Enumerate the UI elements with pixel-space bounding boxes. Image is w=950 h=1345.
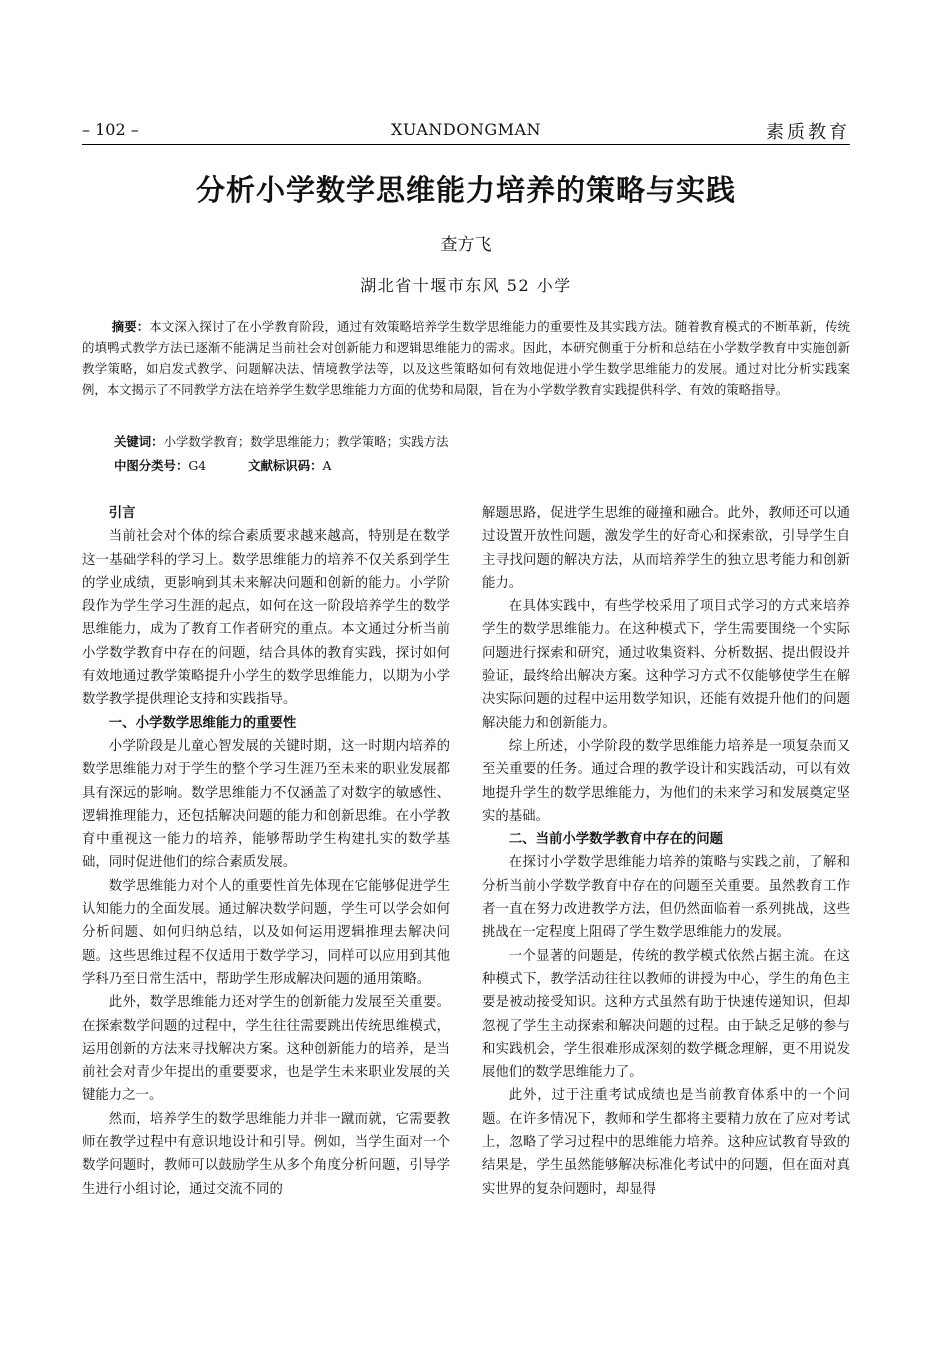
keywords-label: 关键词：	[114, 434, 164, 449]
column-name: 素质教育	[766, 122, 850, 143]
abstract-paragraph	[82, 316, 850, 400]
keywords-text: 小学数学教育；数学思维能力；教学策略；实践方法	[163, 434, 449, 449]
body-paragraph: 然而，培养学生的数学思维能力并非一蹴而就，它需要教师在教学过程中有意识地设计和引导。例如，当学生面对一个数学问题时，教师可以鼓励学生从多个角度分析问题，引导学生进行小组讨论，通过交流不同的	[82, 1111, 450, 1197]
author-name: 查方飞	[440, 235, 492, 255]
page-number: – 102 –	[82, 120, 139, 139]
classification-line	[114, 456, 331, 474]
body-paragraph: 一个显著的问题是，传统的教学模式依然占据主流。在这种模式下，教学活动往往以教师的讲授为中心，学生的角色主要是被动接受知识。这种方式虽然有助于快速传递知识，但却忽视了学生主动探索和解决问题的过程。由于缺乏足够的参与和实践机会，学生很难形成深刻的数学概念理解，更不用说发展他们的数学思维能力了。	[482, 948, 850, 1081]
section-heading-intro: 引言	[108, 506, 136, 521]
body-paragraph: 在具体实践中，有些学校采用了项目式学习的方式来培养学生的数学思维能力。在这种模式下，学生需要围绕一个实际问题进行探索和研究，通过收集资料、分析数据、提出假设并验证，最终给出解决方案。这种学习方式不仅能够使学生在解决实际问题的过程中运用数学知识，还能有效提升他们的问题解决能力和创新能力。	[482, 599, 850, 731]
body-paragraph: 综上所述，小学阶段的数学思维能力培养是一项复杂而又至关重要的任务。通过合理的教学设计和实践活动，可以有效地提升学生的数学思维能力，为他们的未来学习和发展奠定坚实的基础。	[482, 738, 850, 824]
running-header	[82, 118, 850, 145]
body-column-right	[482, 502, 850, 1201]
article-title: 分析小学数学思维能力培养的策略与实践	[195, 173, 736, 207]
abstract-block	[82, 316, 850, 400]
keywords-line	[114, 432, 449, 450]
body-paragraph: 小学阶段是儿童心智发展的关键时期，这一时期内培养的数学思维能力对于学生的整个学习生涯乃至未来的职业发展都具有深远的影响。数学思维能力不仅涵盖了对数字的敏感性、逻辑推理能力，还包括解决问题的能力和创新思维。在小学教育中重视这一能力的培养，能够帮助学生构建扎实的数学基础，同时促进他们的综合素质发展。	[82, 738, 450, 871]
abstract-label: 摘要：	[111, 319, 150, 334]
abstract-text: 本文深入探讨了在小学教育阶段，通过有效策略培养学生数学思维能力的重要性及其实践方法。随着教育模式的不断革新，传统的填鸭式教学方法已逐渐不能满足当前社会对创新能力和逻辑思维能力的需求。因此，本研究侧重于分析和总结在小学数学教育中实施创新教学策略，如启发式教学、问题解决法、情境教学法等，以及这些策略如何有效地促进小学生数学思维能力的发展。通过对比分析实践案例，本文揭示了不同教学方法在培养学生数学思维能力方面的优势和局限，旨在为小学数学教育实践提供科学、有效的策略指导。	[82, 319, 851, 397]
body-paragraph: 数学思维能力对个人的重要性首先体现在它能够促进学生认知能力的全面发展。通过解决数学问题，学生可以学会如何分析问题、如何归纳总结，以及如何运用逻辑推理去解决问题。这些思维过程不仅适用于数学学习，同样可以应用到其他学科乃至日常生活中，帮助学生形成解决问题的通用策略。	[82, 878, 450, 987]
doc-code-label: 文献标识码：	[248, 458, 323, 473]
doc-code-value: A	[322, 458, 332, 473]
journal-name: XUANDONGMAN	[390, 120, 542, 139]
body-paragraph: 此外，过于注重考试成绩也是当前教育体系中的一个问题。在许多情况下，教师和学生都将主要精力放在了应对考试上，忽略了学习过程中的思维能力培养。这种应试教育导致的结果是，学生虽然能够解决标准化考试中的问题，但在面对真实世界的复杂问题时，却显得	[482, 1088, 850, 1197]
author-affiliation: 湖北省十堰市东风 52 小学	[360, 276, 572, 295]
section-heading-1: 一、小学数学思维能力的重要性	[108, 715, 297, 731]
clc-label: 中图分类号：	[114, 458, 189, 473]
section-heading-2: 二、当前小学数学教育中存在的问题	[508, 832, 724, 848]
body-column-left	[82, 502, 450, 1201]
body-paragraph: 在探讨小学数学思维能力培养的策略与实践之前，了解和分析当前小学数学教育中存在的问题至关重要。虽然教育工作者一直在努力改进教学方法，但仍然面临着一系列挑战，这些挑战在一定程度上阻碍了学生数学思维能力的发展。	[482, 855, 850, 941]
clc-value: G4	[188, 458, 207, 473]
body-paragraph-continued: 解题思路，促进学生思维的碰撞和融合。此外，教师还可以通过设置开放性问题，激发学生的好奇心和探索欲，引导学生自主寻找问题的解决方法，从而培养学生的独立思考能力和创新能力。	[482, 506, 850, 591]
body-paragraph: 当前社会对个体的综合素质要求越来越高，特别是在数学这一基础学科的学习上。数学思维能力的培养不仅关系到学生的学业成绩，更影响到其未来解决问题和创新的能力。小学阶段作为学生学习生涯的起点，如何在这一阶段培养学生的数学思维能力，成为了教育工作者研究的重点。本文通过分析当前小学数学教育中存在的问题，结合具体的教育实践，探讨如何有效地通过教学策略提升小学生的数学思维能力，以期为小学数学教学提供理论支持和实践指导。	[82, 529, 450, 708]
body-paragraph: 此外，数学思维能力还对学生的创新能力发展至关重要。在探索数学问题的过程中，学生往往需要跳出传统思维模式，运用创新的方法来寻找解决方案。这种创新能力的培养，是当前社会对青少年提出的重要要求，也是学生未来职业发展的关键能力之一。	[82, 995, 450, 1104]
